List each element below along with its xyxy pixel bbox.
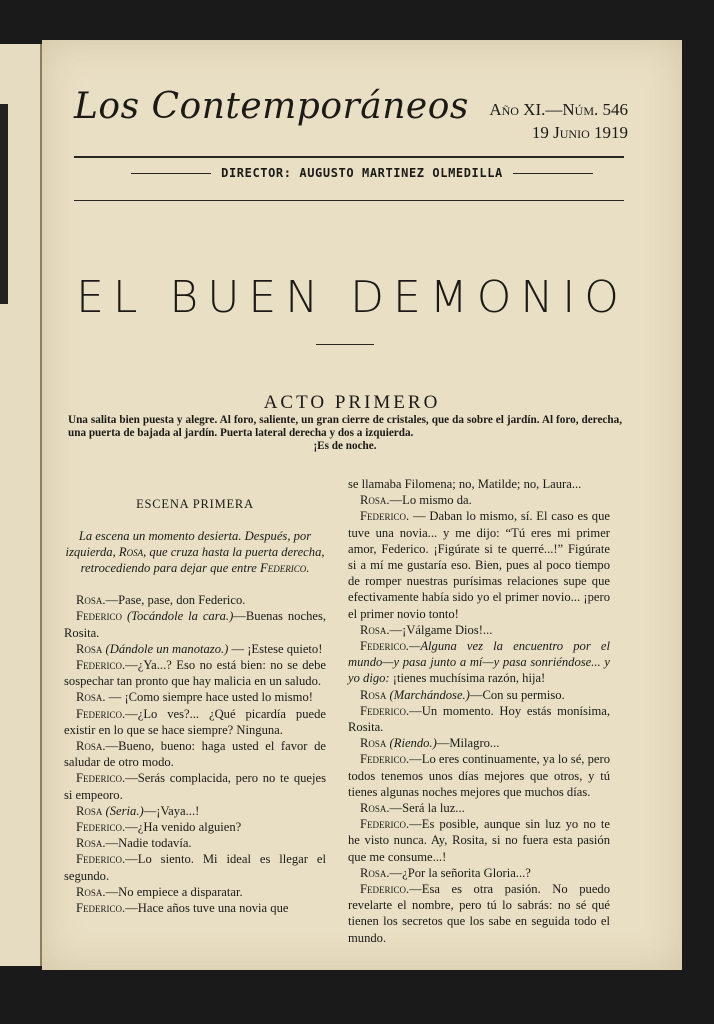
speaker-name: Federico <box>360 639 407 654</box>
dialogue-text: .—¿Ya...? Eso no está bien: no se debe sospechar tan pronto que hay malicia en un saludo. <box>64 658 326 689</box>
speaker-name: Rosa <box>360 687 387 702</box>
speaker-name: Rosa <box>76 884 103 899</box>
speaker-name: Rosa <box>76 836 103 851</box>
dialogue-line <box>348 816 610 865</box>
stage-direction: (Marchándose.) <box>386 687 470 702</box>
dialogue-text: .—Serás complacida, pero no te quejes si empeoro. <box>64 771 326 802</box>
speaker-name: Rosa <box>76 739 103 754</box>
director-text: DIRECTOR: AUGUSTO MARTINEZ OLMEDILLA <box>221 166 503 180</box>
dialogue-line <box>64 689 326 705</box>
speaker-name: Federico <box>360 752 407 767</box>
dialogue-text: .—¿Por la señorita Gloria...? <box>386 865 531 880</box>
dialogue-line <box>64 706 326 738</box>
setting-text: Una salita bien puesta y alegre. Al foro, saliente, un gran cierre de cristales, que da sobre el jardín. Al foro, derecha, una puerta de bajada al jardín. Puerta lateral derecha y dos a izquierda. <box>68 414 622 439</box>
dialogue-line <box>64 641 326 657</box>
speaker-name: Federico <box>76 771 123 786</box>
stage-direction: .—Alguna vez la encuentro por el mundo—y pasa junto a mí—y pasa sonriéndose... y yo digo: <box>348 639 610 686</box>
dialogue-text: .—Lo mismo da. <box>386 493 472 508</box>
dialogue-text: .—¿Lo ves?... ¿Qué picardía puede existir en lo que se hace siempre? Ninguna. <box>64 706 326 737</box>
dialogue-text: . — ¡Como siempre hace usted lo mismo! <box>102 690 313 705</box>
dialogue-text: .—¡Válgame Dios!... <box>386 622 493 637</box>
dialogue-text: .—¿Ha venido alguien? <box>122 820 242 835</box>
page-edge-mark <box>0 104 8 304</box>
dialogue-text: .—Hace años tuve una novia que <box>122 901 289 916</box>
dialogue-line <box>348 476 610 492</box>
issue-info <box>489 98 628 144</box>
dialogue-text: .—No empiece a disparatar. <box>102 884 243 899</box>
masthead-title: Los Contemporáneos <box>74 86 469 127</box>
dialogue-line <box>64 900 326 916</box>
speaker-name: Federico <box>76 609 123 624</box>
dialogue-line <box>348 735 610 751</box>
speaker-name: Rosa <box>76 690 103 705</box>
magazine-page <box>42 40 682 970</box>
dialogue-line <box>348 751 610 800</box>
speaker-name: Federico <box>76 901 123 916</box>
speaker-name: Rosa <box>360 736 387 751</box>
dialogue-text: —Milagro... <box>436 736 500 751</box>
issue-date: 19 Junio 1919 <box>531 123 628 142</box>
act-heading: ACTO PRIMERO <box>263 392 441 413</box>
dialogue-text: .—Un momento. Hoy estás monísima, Rosita. <box>348 703 610 735</box>
speaker-name: Federico <box>76 852 123 867</box>
speaker-name: Rosa <box>360 622 387 637</box>
stage-direction: (Riendo.) <box>386 736 437 751</box>
speaker-name: Federico <box>360 509 407 524</box>
dialogue-text: .—Bueno, bueno: haga usted el favor de saludar de otro modo. <box>64 739 326 770</box>
speaker-name: Rosa <box>76 641 103 656</box>
dialogue-line <box>348 638 610 687</box>
dialogue-line <box>348 508 610 621</box>
stage-direction: (Seria.) <box>102 803 144 818</box>
speaker-name: Rosa <box>360 493 387 508</box>
dialogue-line <box>64 884 326 900</box>
dialogue-text: . — Daban lo mismo, sí. El caso es que tuve una novia... y me dijo: “Tú eres mi primer amor, Federico. ¡Figúrate si te querré...!” Figúrate si a mí me gustaría eso. Bien, pues al poco tiempo de romper nuestras purísimas relaciones supe que efectivamente había sido yo el primer novio... ¡pero el primer novio tonto! <box>348 509 610 621</box>
dialogue-text: .—Lo eres continuamente, ya lo sé, pero todos tenemos unos días mejores que otros, y tú tienes algunas noches mejores que muchos días. <box>348 752 610 799</box>
dialogue-text: .—Es posible, aunque sin luz yo no te he visto nunca. Ay, Rosita, si no fuera esta pasión que me consume...! <box>348 817 610 864</box>
masthead-rule <box>74 156 624 158</box>
speaker-name: Federico <box>76 658 123 673</box>
dialogue-line <box>348 881 610 946</box>
dialogue-text: .—Esa es otra pasión. No puedo revelarte el nombre, pero tú lo sabrás: no sé qué tienen los secretos que los sabe en seguida todo el mundo. <box>348 882 610 945</box>
dialogue-line <box>348 492 610 508</box>
scene-heading: ESCENA PRIMERA <box>136 497 254 511</box>
speaker-name: Rosa <box>76 803 103 818</box>
stage-direction: (Dándole un manotazo.) <box>102 641 229 656</box>
dialogue-text: —Buenas noches, Rosita. <box>64 609 327 640</box>
dialogue-text: se llamaba Filomena; no, Matilde; no, Laura... <box>348 477 582 491</box>
dialogue-text: —¡Vaya...! <box>143 803 200 818</box>
stage-direction: (Tocándole la cara.) <box>122 609 234 624</box>
dialogue-text: .—Nadie todavía. <box>102 836 192 851</box>
director-rule <box>74 200 624 201</box>
speaker-name: Federico <box>76 706 123 721</box>
speaker-name: Federico <box>360 817 407 832</box>
dialogue-line <box>64 770 326 802</box>
speaker-name: Rosa <box>360 865 387 880</box>
dialogue-text: ¡tienes muchísima razón, hija! <box>389 671 546 686</box>
speaker-name: Federico <box>76 820 123 835</box>
right-column <box>348 476 610 946</box>
previous-page-edge <box>0 44 42 966</box>
dialogue-line <box>348 687 610 703</box>
dialogue-text: .—Pase, pase, don Federico. <box>102 593 246 608</box>
left-dialogue <box>64 592 326 916</box>
speaker-name: Federico <box>360 882 407 897</box>
dialogue-line <box>64 819 326 835</box>
dialogue-line <box>64 835 326 851</box>
dialogue-line <box>64 608 326 640</box>
dialogue-line <box>348 622 610 638</box>
speaker-name: Rosa <box>360 801 387 816</box>
dialogue-line <box>64 851 326 883</box>
setting-last-line: ¡Es de noche. <box>313 440 377 452</box>
dialogue-text: .—Lo siento. Mi ideal es llegar el segundo. <box>64 852 326 883</box>
left-column <box>64 476 326 916</box>
dialogue-text: —Con su permiso. <box>469 687 565 702</box>
director-line <box>102 166 622 180</box>
dialogue-line <box>64 657 326 689</box>
stage-setting <box>68 414 622 453</box>
scene-direction: La escena un momento desierta. Después, por izquierda, Rosa, que cruza hasta la puerta derecha, retrocediendo para dejar que entre Federico. <box>65 529 325 576</box>
dialogue-line <box>64 592 326 608</box>
dialogue-line <box>64 803 326 819</box>
speaker-name: Rosa <box>76 593 103 608</box>
dialogue-line <box>64 738 326 770</box>
dialogue-text: .—Será la luz... <box>386 801 465 816</box>
play-title: EL BUEN DEMONIO <box>76 272 628 323</box>
dialogue-line <box>348 865 610 881</box>
speaker-name: Federico <box>360 703 407 718</box>
dialogue-line <box>348 703 610 735</box>
dialogue-line <box>348 800 610 816</box>
title-divider <box>316 344 374 345</box>
issue-number: Año XI.—Núm. 546 <box>489 100 628 119</box>
dialogue-text: — ¡Estese quieto! <box>228 641 323 656</box>
right-dialogue <box>348 476 610 946</box>
